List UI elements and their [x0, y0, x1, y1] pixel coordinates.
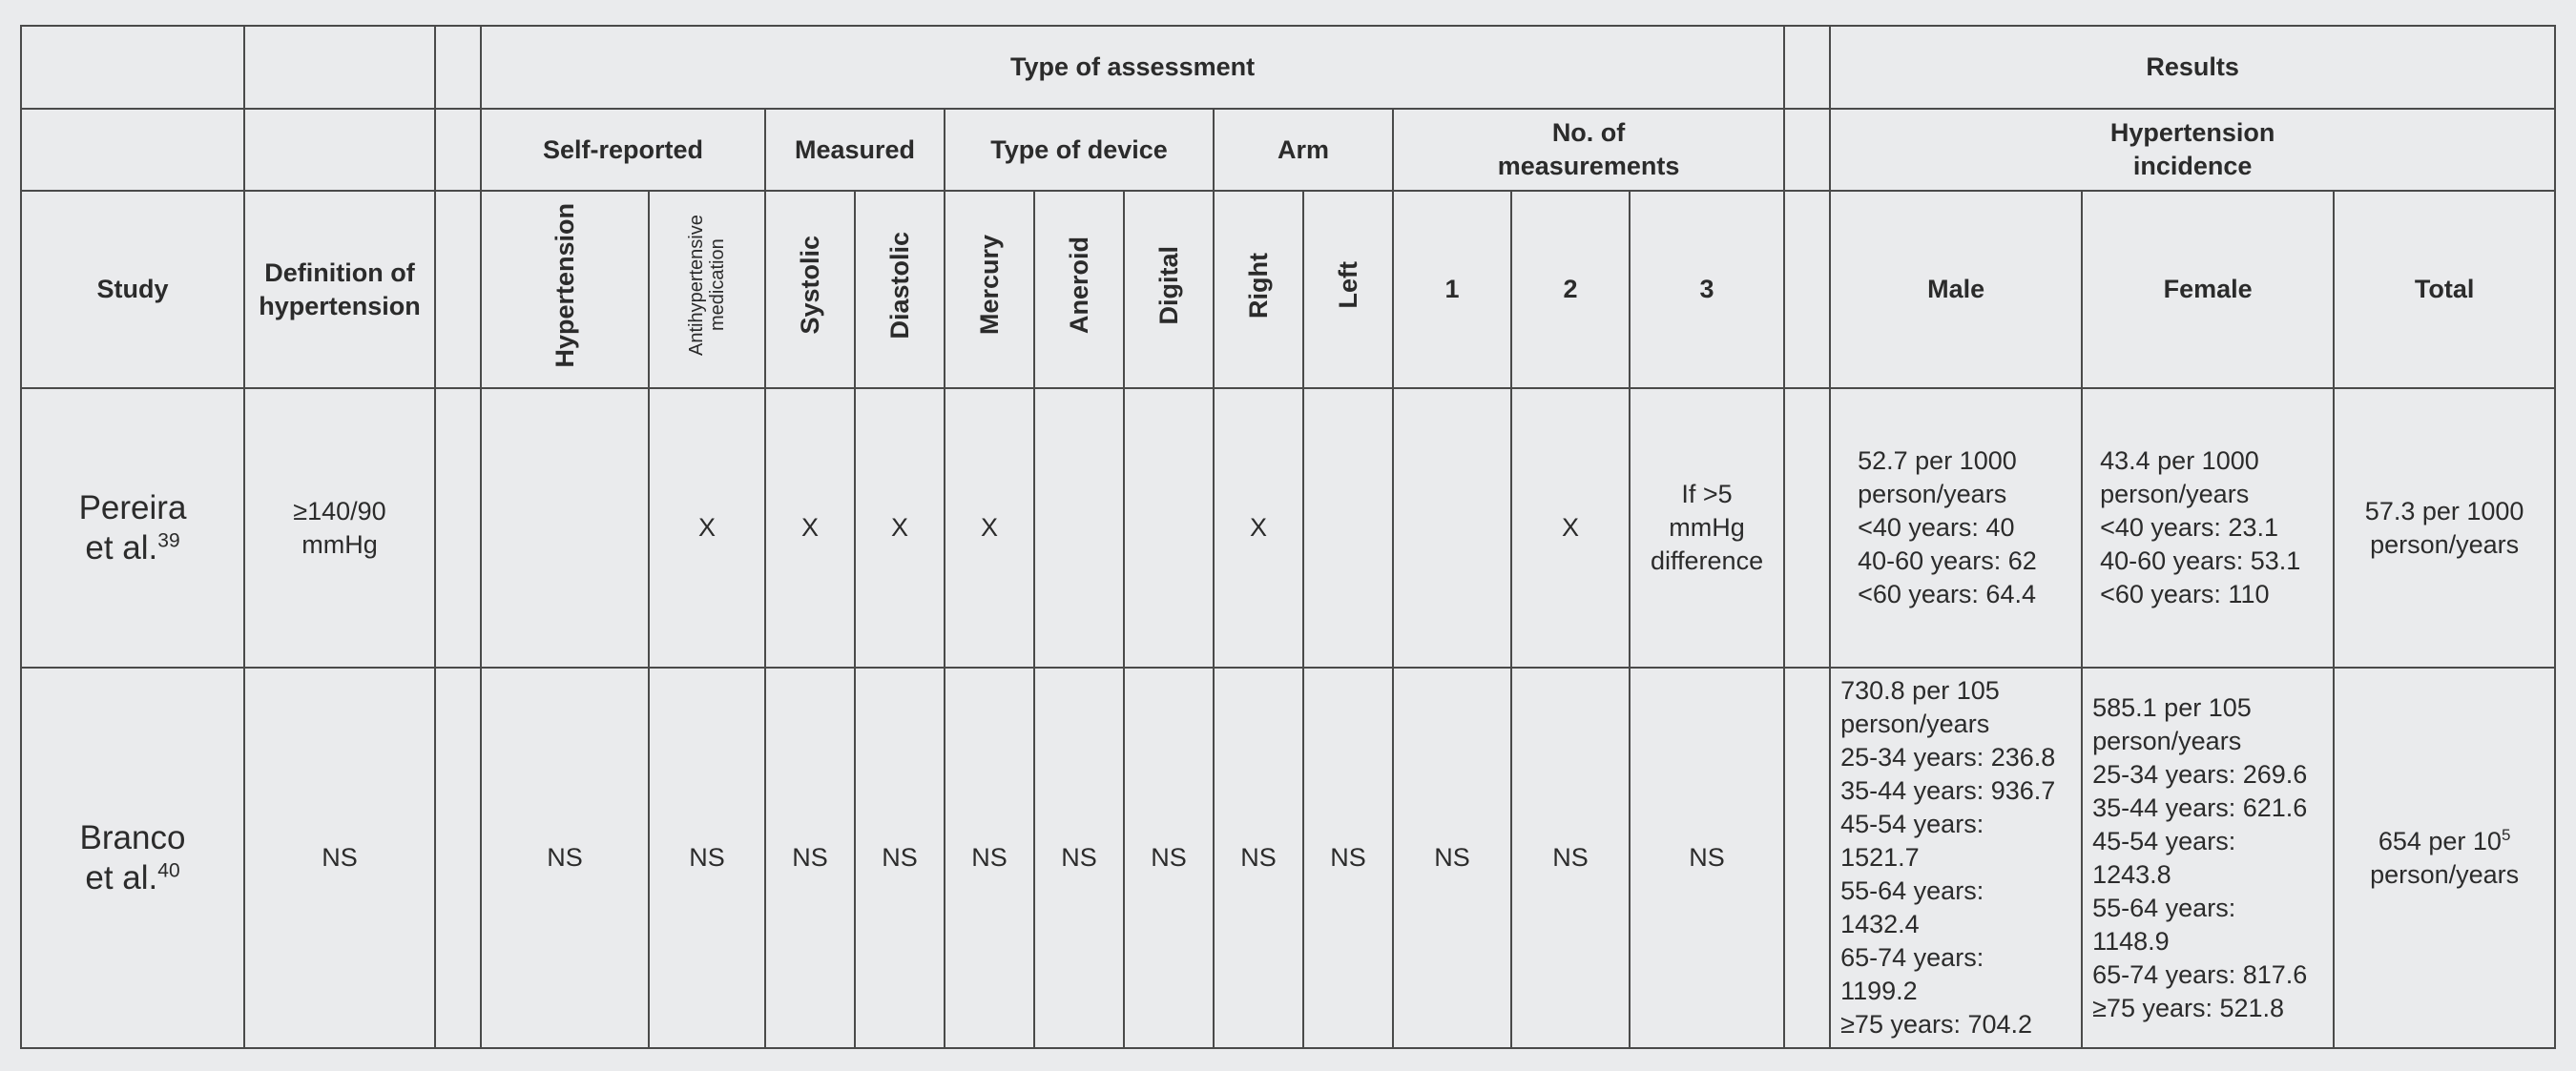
female-incidence-line: 25-34 years: 269.6	[2092, 759, 2308, 789]
header-definition-line2: hypertension	[259, 291, 421, 320]
table-row	[21, 668, 2555, 1048]
header-arm: Arm	[1214, 109, 1393, 191]
male-incidence-line: person/years	[1840, 710, 1990, 738]
study-name-line2	[22, 528, 243, 568]
header-no-of-measurements	[1393, 109, 1784, 191]
definition-line2: mmHg	[301, 529, 378, 559]
study-name-etal: et al.	[85, 528, 158, 566]
header-mercury	[945, 191, 1034, 388]
study-cell	[21, 668, 244, 1048]
systolic-cell: NS	[765, 668, 855, 1048]
header-left	[1303, 191, 1393, 388]
header-hypertension	[481, 191, 649, 388]
header-definition-line1: Definition of	[264, 257, 415, 287]
study-name	[22, 818, 243, 898]
header-female: Female	[2082, 191, 2334, 388]
female-incidence-line: person/years	[2100, 480, 2250, 508]
header-empty-definition	[244, 109, 435, 191]
male-incidence-line: 65-74 years:	[1840, 943, 1984, 972]
spacer-cell	[435, 388, 481, 668]
definition-line1: ≥140/90	[293, 496, 386, 525]
header-spacer	[1784, 109, 1830, 191]
left-arm-cell: NS	[1303, 668, 1393, 1048]
female-incidence-line: 1243.8	[2092, 859, 2171, 889]
header-spacer	[435, 26, 481, 109]
header-hypertension-incidence-line2: incidence	[2132, 152, 2253, 180]
total-incidence-line1	[2335, 825, 2554, 858]
left-arm-cell	[1303, 388, 1393, 668]
header-no-of-measurements-line2: measurements	[1497, 152, 1680, 180]
header-antihypertensive-label	[686, 200, 728, 370]
header-male: Male	[1830, 191, 2082, 388]
spacer-cell	[1784, 668, 1830, 1048]
spacer-cell	[1784, 388, 1830, 668]
header-antihypertensive-line2: medication	[707, 238, 728, 332]
header-aneroid-label: Aneroid	[1064, 236, 1093, 334]
female-incidence-line: 1148.9	[2092, 926, 2170, 956]
header-no-of-measurements-line1: No. of	[1551, 118, 1626, 147]
male-incidence-line: 40-60 years: 62	[1858, 546, 2037, 575]
female-incidence-line: <60 years: 110	[2100, 580, 2270, 608]
definition-cell: NS	[244, 668, 435, 1048]
measurement-3-cell: NS	[1630, 668, 1784, 1048]
measurement-1-cell: NS	[1393, 668, 1511, 1048]
female-incidence-line: <40 years: 23.1	[2100, 513, 2278, 542]
header-study: Study	[21, 191, 244, 388]
diastolic-cell: NS	[855, 668, 945, 1048]
measurement-1-cell	[1393, 388, 1511, 668]
header-definition	[244, 191, 435, 388]
right-arm-cell: X	[1214, 388, 1303, 668]
header-measured: Measured	[765, 109, 945, 191]
measurement-3-cell	[1630, 388, 1784, 668]
header-aneroid	[1034, 191, 1124, 388]
header-type-of-device: Type of device	[945, 109, 1214, 191]
total-incidence-cell	[2334, 668, 2555, 1048]
header-systolic	[765, 191, 855, 388]
table-row	[21, 388, 2555, 668]
total-incidence-line2: person/years	[2370, 529, 2520, 559]
header-row-2	[21, 109, 2555, 191]
female-incidence-line: person/years	[2092, 726, 2242, 755]
male-incidence-cell	[1830, 668, 2082, 1048]
male-incidence-line: person/years	[1858, 480, 2007, 508]
header-measurement-1: 1	[1393, 191, 1511, 388]
mercury-cell: X	[945, 388, 1034, 668]
hypertension-cell	[481, 388, 649, 668]
header-mercury-label: Mercury	[974, 235, 1004, 336]
header-empty-definition	[244, 26, 435, 109]
header-spacer	[435, 191, 481, 388]
female-incidence-line: 55-64 years:	[2092, 893, 2236, 922]
total-incidence-cell	[2334, 388, 2555, 668]
male-incidence-line: 25-34 years: 236.8	[1840, 743, 2056, 772]
female-incidence-cell	[2082, 668, 2334, 1048]
measurement-3-line2: mmHg	[1669, 513, 1745, 542]
study-reference: 39	[157, 528, 180, 551]
header-digital-label: Digital	[1153, 245, 1183, 325]
male-incidence-line: <60 years: 64.4	[1858, 580, 2036, 608]
spacer-cell	[435, 668, 481, 1048]
header-empty-study	[21, 26, 244, 109]
header-row-3	[21, 191, 2555, 388]
header-diastolic	[855, 191, 945, 388]
measurement-3-line3: difference	[1651, 546, 1764, 575]
definition-cell	[244, 388, 435, 668]
header-empty-study	[21, 109, 244, 191]
header-row-1	[21, 26, 2555, 109]
total-incidence-exponent: 5	[2501, 825, 2511, 844]
male-incidence-line: 52.7 per 1000	[1858, 446, 2017, 475]
study-name-line2	[22, 858, 243, 898]
male-incidence-line: 55-64 years:	[1840, 876, 1984, 905]
study-name	[22, 488, 243, 568]
diastolic-cell: X	[855, 388, 945, 668]
female-incidence-line: 43.4 per 1000	[2100, 446, 2259, 475]
male-incidence-line: 35-44 years: 936.7	[1840, 776, 2056, 805]
male-incidence-line: 45-54 years:	[1840, 810, 1984, 838]
systolic-cell: X	[765, 388, 855, 668]
total-incidence-value: 654 per 10	[2378, 826, 2502, 855]
male-incidence-line: 1199.2	[1840, 977, 1918, 1005]
header-antihypertensive-line1: Antihypertensive	[686, 215, 707, 356]
hypertension-studies-table	[20, 25, 2556, 1049]
header-left-label: Left	[1333, 261, 1362, 309]
antihypertensive-cell: X	[649, 388, 765, 668]
header-self-reported: Self-reported	[481, 109, 765, 191]
header-antihypertensive	[649, 191, 765, 388]
study-reference: 40	[157, 858, 180, 881]
female-incidence-cell	[2082, 388, 2334, 668]
antihypertensive-cell: NS	[649, 668, 765, 1048]
header-hypertension-incidence	[1830, 109, 2555, 191]
right-arm-cell: NS	[1214, 668, 1303, 1048]
header-digital	[1124, 191, 1214, 388]
header-type-of-assessment: Type of assessment	[481, 26, 1784, 109]
header-spacer	[1784, 26, 1830, 109]
measurement-2-cell: X	[1511, 388, 1630, 668]
female-incidence-line: 35-44 years: 621.6	[2092, 793, 2308, 822]
study-name-line1: Pereira	[78, 488, 187, 526]
header-hypertension-incidence-line1: Hypertension	[2109, 118, 2275, 147]
header-measurement-3: 3	[1630, 191, 1784, 388]
male-incidence-line: ≥75 years: 704.2	[1840, 1010, 2033, 1039]
study-cell	[21, 388, 244, 668]
mercury-cell: NS	[945, 668, 1034, 1048]
header-spacer	[435, 109, 481, 191]
header-right	[1214, 191, 1303, 388]
total-incidence-line2: person/years	[2370, 859, 2520, 889]
hypertension-cell: NS	[481, 668, 649, 1048]
study-name-etal: et al.	[85, 858, 158, 896]
female-incidence-line: 65-74 years: 817.6	[2092, 959, 2308, 989]
female-incidence-line: 40-60 years: 53.1	[2100, 546, 2301, 575]
digital-cell: NS	[1124, 668, 1214, 1048]
female-incidence-line: ≥75 years: 521.8	[2092, 993, 2285, 1022]
study-name-line1: Branco	[79, 818, 186, 856]
aneroid-cell	[1034, 388, 1124, 668]
total-incidence-line1: 57.3 per 1000	[2364, 496, 2524, 525]
male-incidence-cell	[1830, 388, 2082, 668]
header-measurement-2: 2	[1511, 191, 1630, 388]
header-results: Results	[1830, 26, 2555, 109]
header-spacer	[1784, 191, 1830, 388]
header-total: Total	[2334, 191, 2555, 388]
header-right-label: Right	[1243, 252, 1273, 319]
female-incidence-line: 45-54 years:	[2092, 826, 2236, 855]
aneroid-cell: NS	[1034, 668, 1124, 1048]
measurement-3-line1: If >5	[1681, 480, 1733, 508]
digital-cell	[1124, 388, 1214, 668]
header-diastolic-label: Diastolic	[884, 231, 914, 340]
female-incidence-line: 585.1 per 105	[2092, 692, 2252, 722]
male-incidence-line: 1432.4	[1840, 910, 1920, 938]
male-incidence-line: <40 years: 40	[1858, 513, 2015, 542]
male-incidence-line: 730.8 per 105	[1840, 676, 2000, 705]
male-incidence-line: 1521.7	[1840, 843, 1920, 872]
measurement-2-cell: NS	[1511, 668, 1630, 1048]
header-systolic-label: Systolic	[795, 236, 824, 335]
header-hypertension-label: Hypertension	[550, 202, 579, 368]
